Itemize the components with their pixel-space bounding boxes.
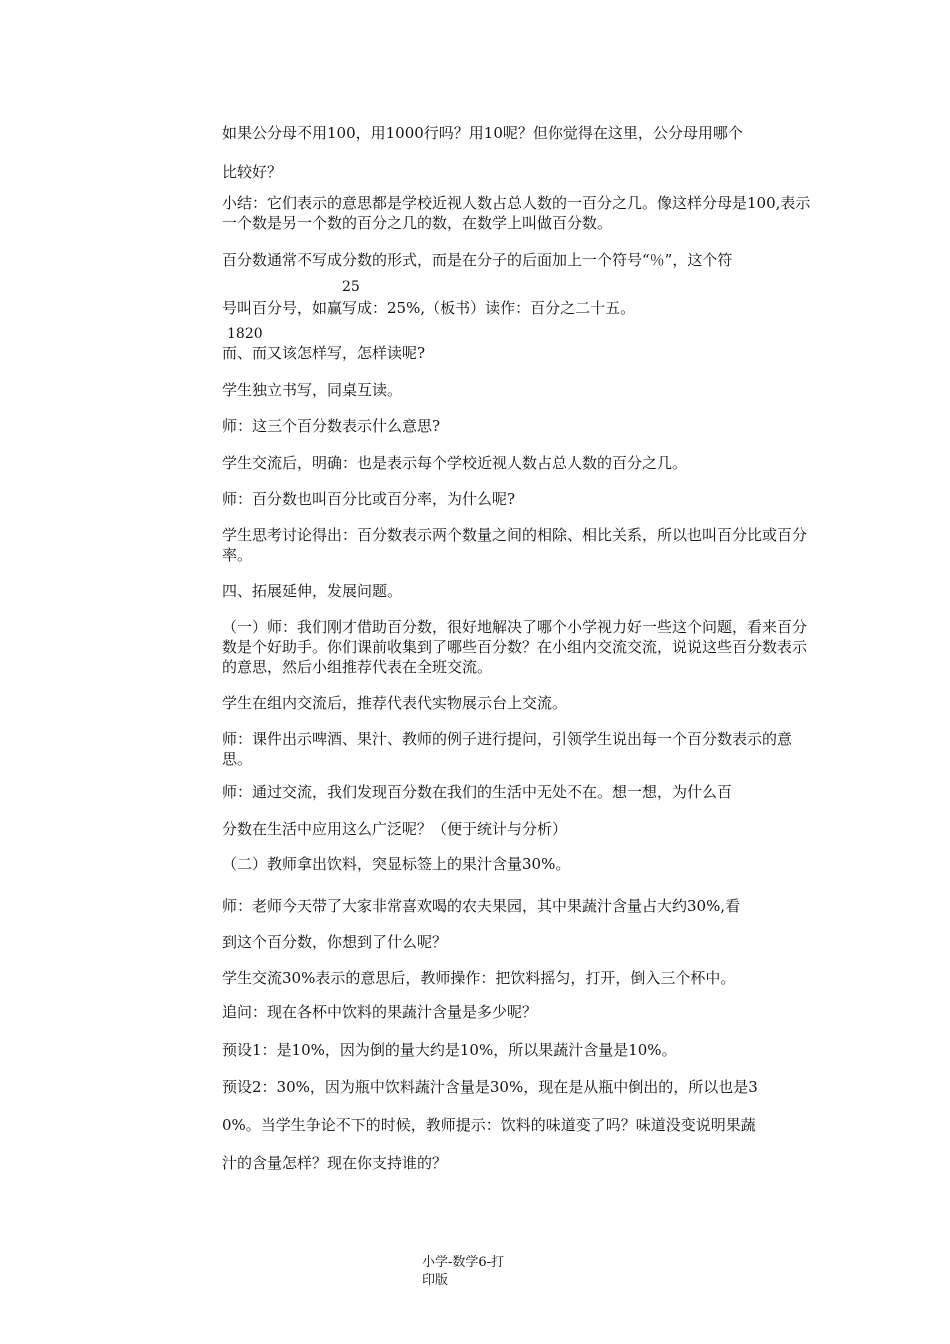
fraction-numerator: 25 (342, 279, 360, 295)
text-line: 预设2：30%，因为瓶中饮料蔬汁含量是30%，现在是从瓶中倒出的，所以也是3 (222, 1078, 758, 1096)
text-line: 师：老师今天带了大家非常喜欢喝的农夫果园，其中果蔬汁含量占大约30%,看 (222, 897, 741, 915)
text-line: 0%。当学生争论不下的时候，教师提示：饮料的味道变了吗？味道没变说明果蔬 (222, 1116, 756, 1134)
text-line: 追问：现在各杯中饮料的果蔬汁含量是多少呢？ (222, 1003, 538, 1021)
text-line: 汁的含量怎样？现在你支持谁的？ (222, 1154, 448, 1172)
text-line: 到这个百分数，你想到了什么呢？ (222, 933, 448, 951)
text-line: 如果公分母不用100，用1000行吗？用10呢？但你觉得在这里，公分母用哪个 (222, 124, 743, 142)
footer-line: 印版 (422, 1273, 449, 1288)
paragraph: 师：课件出示啤酒、果汁、教师的例子进行提问，引领学生说出每一个百分数表示的意思。 (222, 730, 793, 768)
text-line: （二）教师拿出饮料，突显标签上的果汁含量30%。 (222, 855, 571, 873)
text-line: 学生独立书写，同桌互读。 (222, 381, 403, 399)
text-line: 比较好？ (222, 163, 283, 181)
paragraph: 学生思考讨论得出：百分数表示两个数量之间的相除、相比关系，所以也叫百分比或百分率。 (222, 526, 808, 564)
section-heading: 四、拓展延伸，发展问题。 (222, 582, 403, 600)
text-line: 学生交流30%表示的意思后，教师操作：把饮料摇匀，打开，倒入三个杯中。 (222, 969, 736, 987)
text-line: 而、而又该怎样写，怎样读呢? (222, 344, 426, 362)
text-line: 百分数通常不写成分数的形式，而是在分子的后面加上一个符号“％”，这个符 (222, 251, 733, 269)
page-footer (422, 1254, 532, 1290)
text-line: 学生在组内交流后，推荐代表代实物展示台上交流。 (222, 694, 568, 712)
paragraph: （一）师：我们刚才借助百分数，很好地解决了哪个小学视力好一些这个问题，看来百分数是个好助手。你们课前收集到了哪些百分数？在小组内交流交流，说说这些百分数表示的意思，然后小组推荐代表在全班交流。 (222, 618, 808, 676)
text-line: 师：通过交流，我们发现百分数在我们的生活中无处不在。想一想，为什么百 (222, 783, 733, 801)
text-line: 分数在生活中应用这么广泛呢？（便于统计与分析） (222, 820, 568, 838)
footer-line: 小学-数学6-打 (422, 1255, 505, 1270)
fraction-numerators: 1820 (227, 326, 263, 342)
text-line: 师：这三个百分数表示什么意思? (222, 417, 441, 435)
text-line: 预设1：是10%，因为倒的量大约是10%，所以果蔬汁含量是10%。 (222, 1041, 677, 1059)
paragraph: 小结：它们表示的意思都是学校近视人数占总人数的一百分之几。像这样分母是100,表示一个数是另一个数的百分之几的数，在数学上叫做百分数。 (222, 194, 811, 232)
text-line: 师：百分数也叫百分比或百分率，为什么呢? (222, 490, 516, 508)
text-line: 学生交流后，明确：也是表示每个学校近视人数占总人数的百分之几。 (222, 454, 688, 472)
text-line: 号叫百分号，如赢写成：25%,（板书）读作：百分之二十五。 (222, 299, 636, 317)
